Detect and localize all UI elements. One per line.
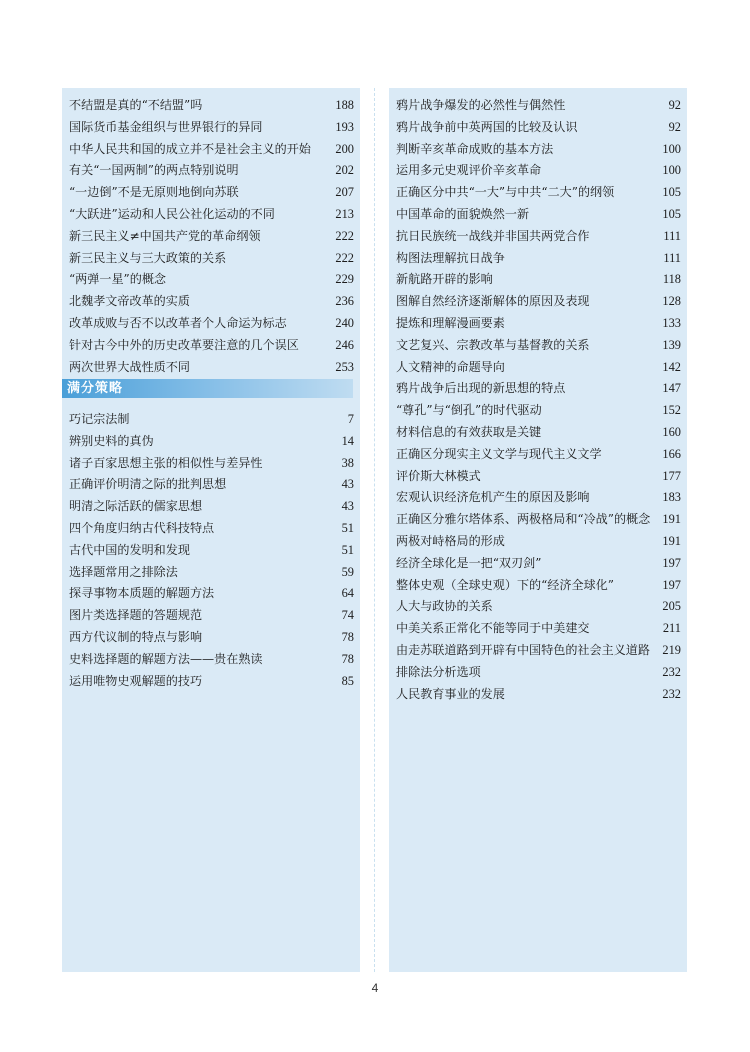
toc-entry[interactable]	[62, 139, 360, 161]
toc-entry-title: 人民教育事业的发展	[396, 686, 505, 701]
toc-entry-title: 文艺复兴、宗教改革与基督教的关系	[396, 337, 590, 352]
toc-entry[interactable]	[389, 444, 687, 466]
toc-entry-title: 史料选择题的解题方法——贵在熟读	[69, 651, 263, 666]
toc-entry-page: 229	[335, 272, 354, 287]
toc-entry-title: 运用多元史观评价辛亥革命	[396, 163, 542, 178]
toc-entry[interactable]	[389, 531, 687, 553]
toc-entry[interactable]	[389, 487, 687, 509]
toc-entry-title: 新三民主义与三大政策的关系	[69, 250, 227, 265]
toc-entry-title: 中国革命的面貌焕然一新	[396, 206, 530, 221]
toc-entry[interactable]	[389, 117, 687, 139]
toc-entry-page: 240	[335, 315, 354, 330]
toc-entry[interactable]	[62, 248, 360, 270]
toc-entry-title: 鸦片战争后出现的新思想的特点	[396, 381, 566, 396]
toc-entry[interactable]	[62, 605, 360, 627]
toc-entry-page: 105	[662, 185, 681, 200]
toc-entry[interactable]	[62, 335, 360, 357]
toc-entry-page: 43	[341, 499, 354, 514]
toc-entry-title: 中美关系正常化不能等同于中美建交	[396, 621, 590, 636]
toc-entry-page: 232	[662, 664, 681, 679]
toc-entry[interactable]	[62, 518, 360, 540]
toc-entry-title: “大跃进”运动和人民公社化运动的不同	[69, 206, 275, 221]
toc-entry[interactable]	[62, 431, 360, 453]
toc-entry-title: 图片类选择题的答题规范	[69, 608, 203, 623]
toc-entry[interactable]	[62, 160, 360, 182]
toc-right-column	[389, 88, 687, 972]
toc-entry[interactable]	[389, 378, 687, 400]
toc-entry-page: 105	[662, 206, 681, 221]
toc-entry[interactable]	[389, 313, 687, 335]
toc-entry[interactable]	[62, 269, 360, 291]
toc-entry-title: 诸子百家思想主张的相似性与差异性	[69, 455, 263, 470]
toc-entry-page: 222	[335, 250, 354, 265]
toc-entry[interactable]	[389, 248, 687, 270]
toc-entry[interactable]	[62, 562, 360, 584]
toc-entry-page: 236	[335, 294, 354, 309]
toc-entry-page: 85	[341, 673, 354, 688]
toc-entry[interactable]	[389, 509, 687, 531]
toc-entry-title: 正确区分现实主义文学与现代主义文学	[396, 446, 602, 461]
toc-entry-page: 207	[335, 185, 354, 200]
toc-entry-title: 宏观认识经济危机产生的原因及影响	[396, 490, 590, 505]
toc-entry[interactable]	[389, 269, 687, 291]
toc-entry-page: 160	[662, 424, 681, 439]
toc-entry-page: 111	[663, 228, 681, 243]
toc-entry[interactable]	[62, 496, 360, 518]
toc-entry-title: 正确区分雅尔塔体系、两极格局和“冷战”的概念	[396, 512, 651, 527]
toc-entry-page: 246	[335, 337, 354, 352]
toc-entry-page: 59	[341, 564, 354, 579]
toc-entry-page: 38	[341, 455, 354, 470]
toc-entry[interactable]	[62, 182, 360, 204]
toc-entry[interactable]	[389, 160, 687, 182]
toc-entry-page: 188	[335, 98, 354, 112]
toc-entry[interactable]	[62, 583, 360, 605]
toc-list-top	[62, 95, 360, 378]
toc-entry[interactable]	[389, 400, 687, 422]
toc-entry[interactable]	[62, 671, 360, 693]
toc-entry[interactable]	[389, 95, 687, 117]
toc-entry-page: 197	[662, 555, 681, 570]
toc-entry-title: “一边倒”不是无原则地倒向苏联	[69, 185, 239, 200]
toc-entry[interactable]	[389, 596, 687, 618]
toc-entry[interactable]	[389, 618, 687, 640]
toc-entry-title: 构图法理解抗日战争	[396, 250, 505, 265]
toc-entry[interactable]	[62, 204, 360, 226]
toc-entry-title: 经济全球化是一把“双刃剑”	[396, 555, 542, 570]
column-divider	[374, 88, 375, 972]
toc-entry-title: 中华人民共和国的成立并不是社会主义的开始	[69, 141, 311, 156]
toc-entry-title: 两次世界大战性质不同	[69, 359, 190, 374]
toc-entry-page: 219	[662, 642, 681, 657]
section-title: 满分策略	[67, 381, 124, 396]
toc-list-strategies	[62, 409, 360, 692]
toc-entry-page: 100	[662, 163, 681, 178]
toc-entry-title: 古代中国的发明和发现	[69, 542, 190, 557]
toc-entry-page: 78	[341, 651, 354, 666]
toc-entry-title: 运用唯物史观解题的技巧	[69, 673, 203, 688]
toc-entry[interactable]	[62, 453, 360, 475]
toc-entry-title: 明清之际活跃的儒家思想	[69, 499, 203, 514]
toc-entry[interactable]	[389, 291, 687, 313]
toc-entry-page: 183	[662, 490, 681, 505]
toc-entry-page: 128	[662, 294, 681, 309]
toc-entry-title: 抗日民族统一战线并非国共两党合作	[396, 228, 590, 243]
toc-entry-page: 177	[662, 468, 681, 483]
toc-entry-page: 51	[341, 542, 354, 557]
toc-entry-title: 四个角度归纳古代科技特点	[69, 520, 215, 535]
toc-entry-title: 提炼和理解漫画要素	[396, 315, 505, 330]
toc-entry-page: 142	[662, 359, 681, 374]
toc-entry-page: 92	[668, 119, 681, 134]
toc-entry[interactable]	[389, 357, 687, 379]
toc-entry-page: 64	[341, 586, 354, 601]
toc-entry-title: 新三民主义≠中国共产党的革命纲领	[69, 228, 261, 243]
toc-entry-title: 改革成败与否不以改革者个人命运为标志	[69, 315, 287, 330]
toc-entry-title: 鸦片战争前中英两国的比较及认识	[396, 119, 578, 134]
toc-entry-title: 人大与政协的关系	[396, 599, 493, 614]
toc-entry-title: 材料信息的有效获取是关键	[396, 424, 542, 439]
toc-entry-title: “尊孔”与“倒孔”的时代驱动	[396, 403, 542, 418]
toc-entry[interactable]	[389, 422, 687, 444]
toc-entry-page: 139	[662, 337, 681, 352]
toc-entry[interactable]	[389, 575, 687, 597]
toc-entry[interactable]	[389, 684, 687, 706]
toc-list-right	[389, 95, 687, 705]
toc-entry-title: 北魏孝文帝改革的实质	[69, 294, 190, 309]
toc-entry-page: 78	[341, 629, 354, 644]
toc-entry-page: 7	[347, 412, 354, 426]
toc-entry-page: 14	[341, 433, 354, 448]
toc-entry-title: “两弹一星”的概念	[69, 272, 167, 287]
toc-entry-title: 正确区分中共“一大”与中共“二大”的纲领	[396, 185, 615, 200]
toc-entry-title: 有关“一国两制”的两点特别说明	[69, 163, 239, 178]
toc-entry-title: 针对古今中外的历史改革要注意的几个误区	[69, 337, 299, 352]
toc-entry-title: 图解自然经济逐渐解体的原因及表现	[396, 294, 590, 309]
toc-entry-page: 92	[668, 98, 681, 112]
toc-entry-title: 辨别史料的真伪	[69, 433, 154, 448]
toc-entry-page: 111	[663, 250, 681, 265]
toc-entry-page: 191	[662, 533, 681, 548]
toc-entry[interactable]	[389, 204, 687, 226]
toc-entry[interactable]	[62, 226, 360, 248]
toc-entry[interactable]	[62, 627, 360, 649]
toc-entry-title: 选择题常用之排除法	[69, 564, 178, 579]
toc-entry-title: 正确评价明清之际的批判思想	[69, 477, 227, 492]
toc-entry[interactable]	[62, 95, 360, 117]
toc-entry-title: 判断辛亥革命成败的基本方法	[396, 141, 554, 156]
toc-entry-page: 100	[662, 141, 681, 156]
toc-entry-title: 整体史观（全球史观）下的“经济全球化”	[396, 577, 614, 592]
toc-entry-title: 探寻事物本质题的解题方法	[69, 586, 215, 601]
toc-entry[interactable]	[62, 313, 360, 335]
toc-entry[interactable]	[62, 540, 360, 562]
toc-entry[interactable]	[62, 409, 360, 431]
toc-entry-title: 排除法分析选项	[396, 664, 481, 679]
toc-entry-page: 74	[341, 608, 354, 623]
toc-entry-page: 197	[662, 577, 681, 592]
toc-entry[interactable]	[389, 335, 687, 357]
toc-entry[interactable]	[62, 291, 360, 313]
toc-entry-page: 202	[335, 163, 354, 178]
toc-left-column	[62, 88, 360, 972]
toc-entry[interactable]	[62, 474, 360, 496]
toc-entry-page: 51	[341, 520, 354, 535]
toc-entry-page: 213	[335, 206, 354, 221]
toc-entry-page: 200	[335, 141, 354, 156]
toc-entry[interactable]	[389, 182, 687, 204]
toc-entry-page: 147	[662, 381, 681, 396]
toc-entry[interactable]	[389, 139, 687, 161]
toc-entry-page: 133	[662, 315, 681, 330]
toc-entry-page: 43	[341, 477, 354, 492]
toc-entry-title: 鸦片战争爆发的必然性与偶然性	[396, 98, 566, 112]
toc-entry-page: 253	[335, 359, 354, 374]
toc-entry-page: 191	[662, 512, 681, 527]
toc-entry-title: 人文精神的命题导向	[396, 359, 505, 374]
toc-entry-page: 232	[662, 686, 681, 701]
toc-entry-title: 国际货币基金组织与世界银行的异同	[69, 119, 263, 134]
page-number: 4	[371, 981, 379, 995]
toc-entry-title: 由走苏联道路到开辟有中国特色的社会主义道路	[396, 642, 650, 657]
toc-entry[interactable]	[389, 226, 687, 248]
toc-entry-page: 152	[662, 403, 681, 418]
toc-entry-page: 205	[662, 599, 681, 614]
toc-entry-page: 118	[662, 272, 681, 287]
toc-entry[interactable]	[62, 357, 360, 379]
toc-entry-title: 评价斯大林模式	[396, 468, 481, 483]
toc-entry[interactable]	[62, 649, 360, 671]
toc-entry-page: 211	[662, 621, 681, 636]
toc-entry-title: 西方代议制的特点与影响	[69, 629, 203, 644]
toc-entry[interactable]	[389, 466, 687, 488]
toc-entry-page: 193	[335, 119, 354, 134]
toc-entry[interactable]	[389, 640, 687, 662]
toc-entry[interactable]	[389, 662, 687, 684]
toc-entry[interactable]	[62, 117, 360, 139]
toc-entry[interactable]	[389, 553, 687, 575]
toc-entry-title: 不结盟是真的“不结盟”吗	[69, 98, 203, 112]
toc-entry-title: 两极对峙格局的形成	[396, 533, 505, 548]
toc-entry-title: 新航路开辟的影响	[396, 272, 493, 287]
toc-entry-title: 巧记宗法制	[69, 412, 130, 426]
toc-entry-page: 166	[662, 446, 681, 461]
toc-entry-page: 222	[335, 228, 354, 243]
section-header-bar	[62, 379, 353, 398]
